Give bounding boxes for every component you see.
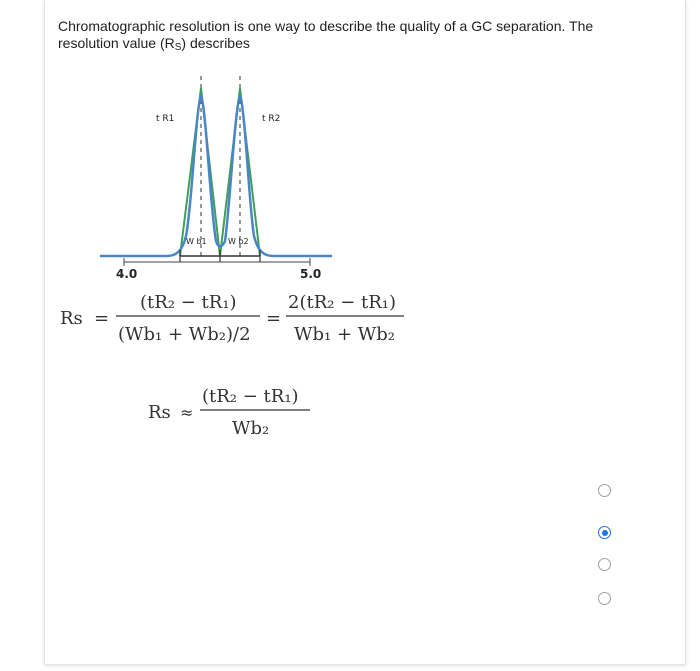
chromatogram-figure — [96, 66, 336, 288]
peak1-label: t R1 — [156, 114, 175, 124]
question-line-2-sub: S — [174, 42, 182, 53]
question-line-2-post: ) describes — [181, 35, 250, 51]
option-3-radio[interactable] — [598, 558, 611, 571]
approx-sign: ≈ — [180, 403, 194, 422]
axis-label-right: 5.0 — [300, 267, 322, 281]
equals-2: = — [266, 308, 282, 329]
eq1-denominator: (Wb₁ + Wb₂)/2 — [118, 324, 251, 345]
question-line-2 — [58, 35, 658, 56]
option-4-radio[interactable] — [598, 592, 611, 605]
resolution-equations — [60, 284, 440, 444]
eq2-numerator: 2(tR₂ − tR₁) — [288, 292, 397, 313]
axis-label-left: 4.0 — [116, 267, 138, 281]
peak2-label: t R2 — [262, 114, 281, 124]
rs-symbol-1: Rs — [60, 308, 83, 329]
question-line-2-pre: resolution value (R — [58, 35, 175, 51]
chromatogram-trace — [100, 96, 332, 256]
equals-1: = — [94, 308, 110, 329]
eq1-numerator: (tR₂ − tR₁) — [140, 292, 237, 313]
option-2-radio[interactable] — [598, 526, 611, 539]
question-line-1: Chromatographic resolution is one way to describe the quality of a GC separation. The — [58, 18, 594, 34]
eq2-denominator: Wb₁ + Wb₂ — [294, 324, 396, 345]
width1-label: W b1 — [186, 237, 207, 246]
question-text — [58, 18, 658, 56]
width2-label: W b2 — [228, 237, 249, 246]
rs-symbol-2: Rs — [148, 402, 171, 423]
option-1-radio[interactable] — [598, 484, 611, 497]
eq3-numerator: (tR₂ − tR₁) — [202, 386, 299, 407]
eq3-denominator: Wb₂ — [232, 418, 270, 439]
